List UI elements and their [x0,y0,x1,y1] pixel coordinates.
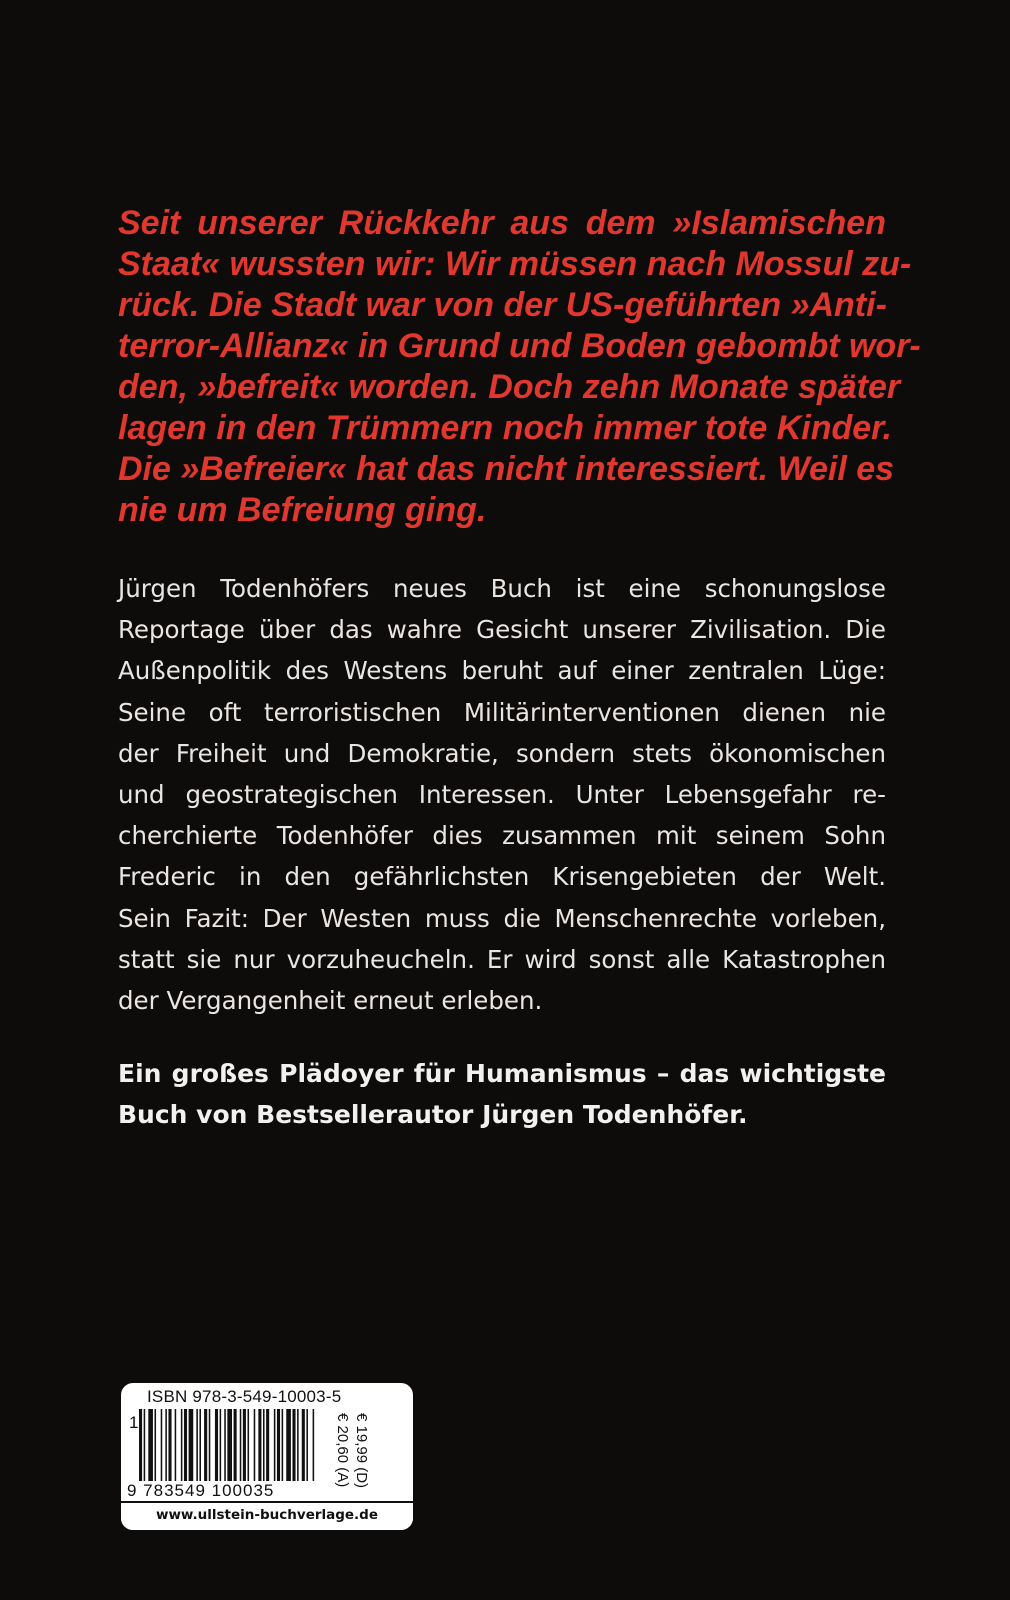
quote-line: den, »befreit« worden. Doch zehn Monate später [118,368,901,406]
body-line: Reportage über das wahre Gesicht unserer Zivilisation. Die [118,615,886,645]
barcode-digits: 9 783549 100035 [127,1481,275,1500]
closing-line: Ein großes Plädoyer für Humanismus – das wichtigste [118,1059,886,1088]
price-block [334,1413,413,1489]
quote-line: Staat« wussten wir: Wir müssen nach Mossul zu- [118,245,912,283]
price-austria: € 20,60 (A) [334,1413,351,1488]
quote-line: rück. Die Stadt war von der US-geführten »Anti- [118,286,887,324]
publisher-url: www.ullstein-buchverlage.de [121,1501,413,1530]
body-line: Frederic in den gefährlichsten Krisengebieten der Welt. [118,862,886,892]
body-line: der Freiheit und Demokratie, sondern stets ökonomischen [118,738,886,768]
body-line: statt sie nur vorzuheucheln. Er wird sonst alle Katastrophen [118,944,886,974]
closing-statement [118,1053,886,1135]
body-line: Außenpolitik des Westens beruht auf einer zentralen Lüge: [118,656,886,686]
body-line: der Vergangenheit erneut erleben. [118,986,543,1016]
closing-line: Buch von Bestsellerautor Jürgen Todenhöfer. [118,1100,748,1129]
barcode-label [121,1383,413,1530]
body-line: Sein Fazit: Der Westen muss die Menschenrechte vorleben, [118,903,886,933]
quote-line: lagen in den Trümmern noch immer tote Kinder. [118,409,892,447]
body-line: Seine oft terroristischen Militärinterventionen dienen nie [118,697,886,727]
quote-line: Die »Befreier« hat das nicht interessiert. Weil es [118,450,895,488]
body-line: Jürgen Todenhöfers neues Buch ist eine schonungslose [118,574,886,603]
body-line: cherchierte Todenhöfer dies zusammen mit seinem Sohn [118,821,886,851]
barcode-lead-digit: 1 [129,1413,139,1432]
description-paragraph [118,568,886,1021]
quote-line: nie um Befreiung ging. [118,491,487,529]
quote-line: terror-Allianz« in Grund und Boden gebombt wor- [118,327,921,365]
isbn-number: ISBN 978-3-549-10003-5 [147,1387,342,1406]
quote-line: Seit unserer Rückkehr aus dem »Islamischen [118,204,886,242]
body-line: und geostrategischen Interessen. Unter Lebensgefahr re- [118,780,886,810]
price-germany: € 19,99 (D) [353,1413,370,1489]
red-quote-paragraph [118,203,921,531]
